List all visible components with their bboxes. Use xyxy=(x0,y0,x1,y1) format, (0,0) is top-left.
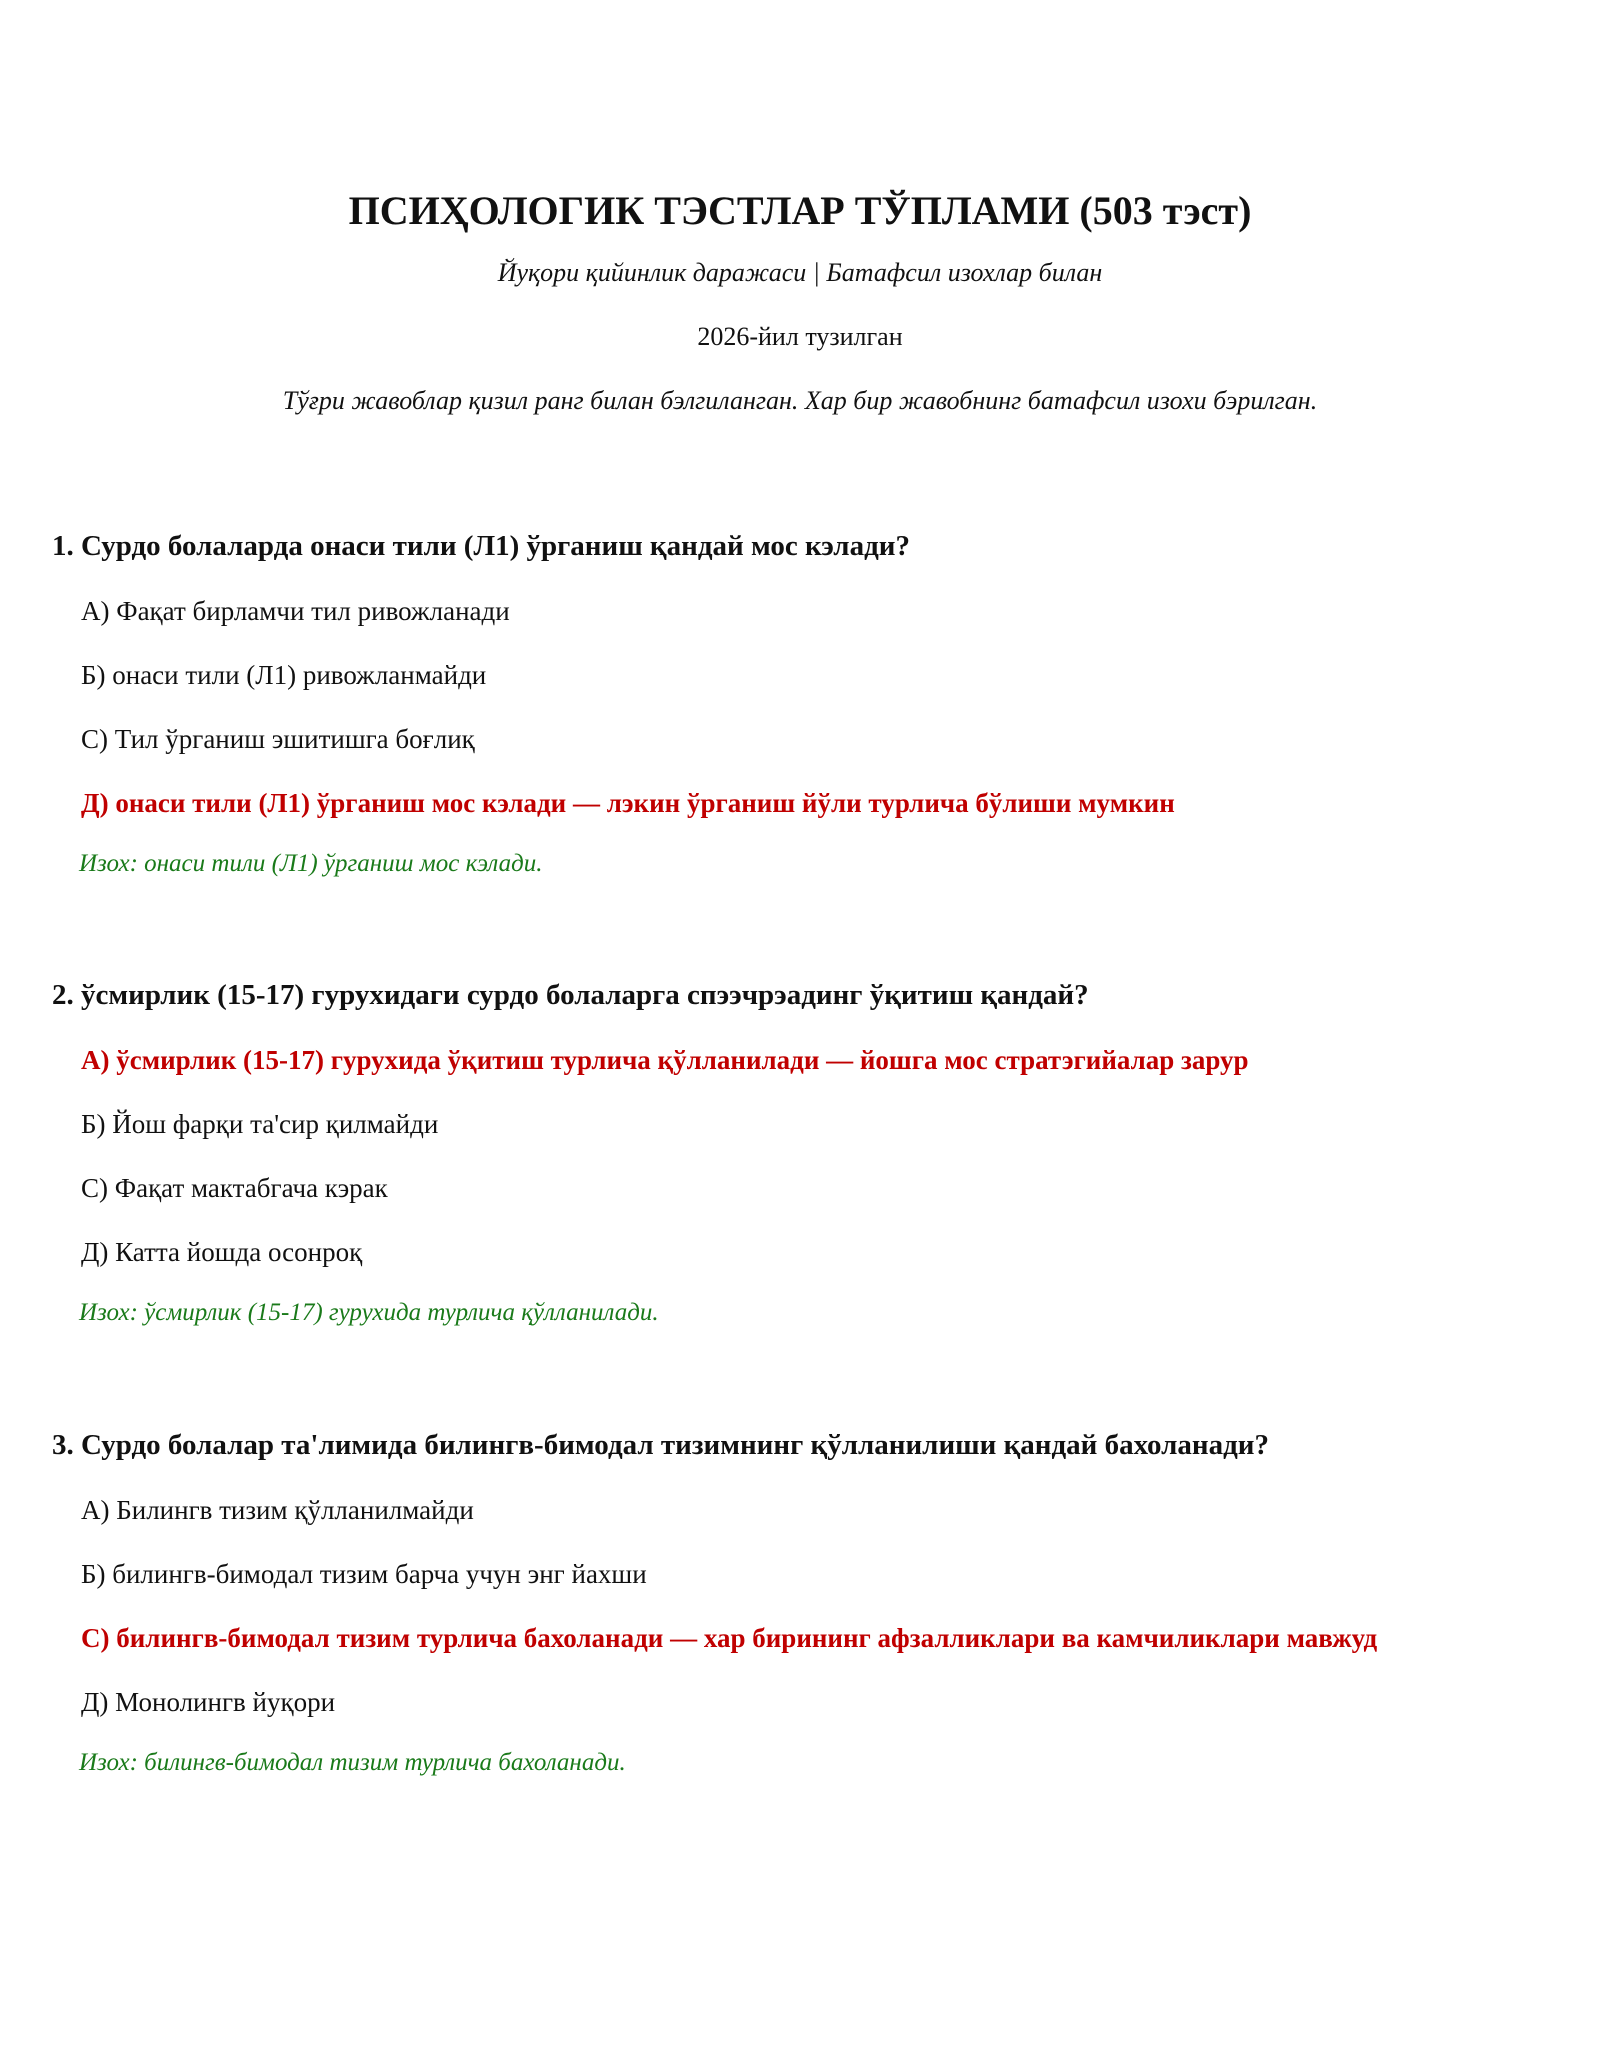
question-1 xyxy=(52,527,1572,881)
answer-option-c: С) Тил ўрганиш эшитишга боғлиқ xyxy=(81,724,475,754)
document-header xyxy=(0,186,1600,418)
question-text: 1. Сурдо болаларда онаси тили (Л1) ўрганиш қандай мос кэлади? xyxy=(52,530,910,562)
answer-explanation: Изох: билингв-бимодал тизим турлича бахоланади. xyxy=(79,1749,626,1776)
answer-option-b: Б) билингв-бимодал тизим барча учун энг йахши xyxy=(81,1559,647,1589)
document-title: ПСИҲОЛОГИК ТЭСТЛАР ТЎПЛАМИ (503 тэст) xyxy=(348,188,1252,233)
answer-option-d: Д) Монолингв йуқори xyxy=(81,1687,336,1717)
question-text: 3. Сурдо болалар та'лимида билингв-бимодал тизимнинг қўлланилиши қандай бахоланади? xyxy=(52,1429,1270,1461)
question-2 xyxy=(52,976,1572,1330)
correct-answer-option-d: Д) онаси тили (Л1) ўрганиш мос кэлади — лэкин ўрганиш йўли турлича бўлиши мумкин xyxy=(81,788,1175,818)
answer-option-d: Д) Катта йошда осонроқ xyxy=(81,1237,363,1267)
document-subtitle: Йуқори қийинлик даражаси | Батафсил изохлар билан xyxy=(497,258,1103,287)
correct-answer-option-a: А) ўсмирлик (15-17) гурухида ўқитиш турлича қўлланилади — йошга мос стратэгийалар зарур xyxy=(81,1045,1249,1075)
document-note: Тўғри жавоблар қизил ранг билан бэлгиланган. Хар бир жавобнинг батафсил изохи бэрилган. xyxy=(282,386,1318,415)
answer-option-b: Б) Йош фарқи та'сир қилмайди xyxy=(81,1109,439,1139)
answer-option-b: Б) онаси тили (Л1) ривожланмайди xyxy=(81,660,487,690)
answer-explanation: Изох: онаси тили (Л1) ўрганиш мос кэлади. xyxy=(79,850,543,877)
question-3 xyxy=(52,1426,1572,1780)
answer-option-c: С) Фақат мактабгача кэрак xyxy=(81,1173,388,1203)
answer-option-a: А) Билингв тизим қўлланилмайди xyxy=(81,1495,474,1525)
answer-explanation: Изох: ўсмирлик (15-17) гурухида турлича қўлланилади. xyxy=(79,1299,659,1326)
answer-option-a: А) Фақат бирламчи тил ривожланади xyxy=(81,596,510,626)
question-text: 2. ўсмирлик (15-17) гурухидаги сурдо болаларга спээчрэадинг ўқитиш қандай? xyxy=(52,979,1089,1011)
correct-answer-option-c: С) билингв-бимодал тизим турлича бахоланади — хар бирининг афзалликлари ва камчиликлари мавжуд xyxy=(81,1623,1378,1653)
document-year: 2026-йил тузилган xyxy=(697,322,903,351)
